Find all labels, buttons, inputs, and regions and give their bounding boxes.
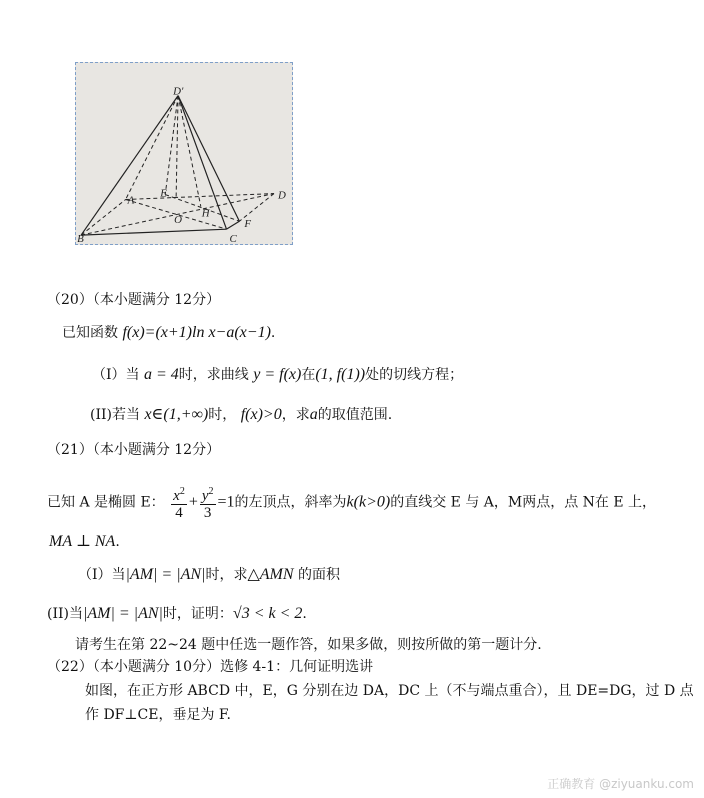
q21-part1-mid: 时，求 bbox=[205, 567, 248, 583]
q20-part1-condition: a = 4 bbox=[143, 366, 179, 383]
q20-header: （20）（本小题满分 12分） bbox=[47, 292, 221, 308]
label-apex: D' bbox=[173, 85, 184, 98]
q21-stem-prefix: 已知 A 是椭圆 E： bbox=[47, 494, 165, 511]
q21-stem-suffix: 的直线交 E 与 A，M两点，点 N在 E 上， bbox=[390, 494, 657, 511]
q20-stem bbox=[62, 324, 275, 342]
q21-header: （21）（本小题满分 12分） bbox=[47, 442, 221, 458]
q21-perp-formula: MA ⊥ NA bbox=[49, 533, 116, 550]
q21-equals-one: =1 bbox=[217, 493, 235, 511]
q21-part1-condition: |AM| = |AN| bbox=[125, 566, 206, 583]
q20-stem-prefix: 已知函数 bbox=[62, 325, 118, 341]
q22-line1: 如图，在正方形 ABCD 中，E，G 分别在边 DA，DC 上（不与端点重合），且 DE=DG，过 D 点 bbox=[85, 683, 694, 699]
label-e: E bbox=[160, 187, 167, 200]
q21-part2: (II)当|AM| = |AN|时，证明：√3 < k < 2. bbox=[47, 605, 307, 622]
q21-part1-prefix: （I）当 bbox=[78, 567, 126, 583]
label-c: C bbox=[229, 233, 237, 244]
q21-fraction-x: $\frac{x^2}{4}$ bbox=[173, 486, 185, 521]
q20-part1-point: (1, f(1)) bbox=[315, 366, 366, 383]
q21-stem bbox=[47, 484, 656, 521]
q22-line2: 作 DF⊥CE，垂足为 F. bbox=[85, 707, 231, 723]
q21-perpendicular: MA ⊥ NA. bbox=[49, 533, 120, 550]
label-f: F bbox=[244, 218, 251, 231]
watermark: 正确教育 @ziyuanku.com bbox=[547, 777, 694, 791]
pyramid-figure bbox=[75, 62, 293, 245]
label-b: B bbox=[77, 233, 84, 244]
q21-part1-triangle: △AMN bbox=[247, 566, 294, 583]
q20-part2-suffix-a: ，求 bbox=[281, 407, 310, 423]
q21-fraction-y: $\frac{y^2}{3}$ bbox=[201, 486, 214, 521]
label-o: O bbox=[174, 214, 182, 227]
q21-part2-condition: |AM| = |AN| bbox=[82, 605, 163, 622]
q21-part2-inequality: √3 < k < 2 bbox=[232, 605, 303, 622]
elective-instruction: 请考生在第 22~24 题中任选一题作答，如果多做，则按所做的第一题计分. bbox=[75, 637, 542, 653]
q20-function-formula: f(x)=(x+1)ln x−a(x−1) bbox=[122, 324, 271, 341]
label-d: D bbox=[277, 189, 286, 202]
q20-part1-at: 在 bbox=[301, 367, 316, 383]
q20-part1-curve: y = f(x) bbox=[253, 366, 302, 383]
q20-part2-var: a bbox=[309, 406, 318, 423]
q20-part2-prefix: (II)若当 bbox=[90, 407, 140, 423]
q20-part2 bbox=[90, 406, 392, 424]
label-h: H bbox=[201, 207, 210, 220]
q21-slope: k(k>0) bbox=[346, 493, 391, 511]
q21-part1 bbox=[78, 566, 340, 584]
q20-stem-suffix: . bbox=[270, 325, 276, 341]
q20-part2-domain: x∈(1,+∞) bbox=[144, 406, 209, 423]
pyramid-diagram bbox=[76, 63, 292, 244]
q20-part1-prefix: （I）当 bbox=[92, 367, 140, 383]
q21-stem-mid: 的左顶点，斜率为 bbox=[234, 494, 347, 511]
q21-part2-prefix: (II)当 bbox=[47, 606, 83, 622]
q21-plus: + bbox=[188, 493, 198, 511]
q21-part1-suffix: 的面积 bbox=[293, 567, 340, 583]
q20-part2-mid: 时， bbox=[208, 407, 237, 423]
q20-part2-suffix-b: 的取值范围. bbox=[317, 407, 393, 423]
q22-header: （22）（本小题满分 10分）选修 4-1：几何证明选讲 bbox=[47, 659, 374, 675]
q20-part1-suffix: 处的切线方程； bbox=[365, 367, 464, 383]
q20-part2-inequality: f(x)>0 bbox=[240, 406, 282, 423]
q21-part2-mid: 时，证明： bbox=[162, 606, 233, 622]
label-a: A bbox=[127, 194, 135, 207]
q20-part1-mid: 时，求曲线 bbox=[178, 367, 249, 383]
q20-part1 bbox=[92, 366, 463, 384]
